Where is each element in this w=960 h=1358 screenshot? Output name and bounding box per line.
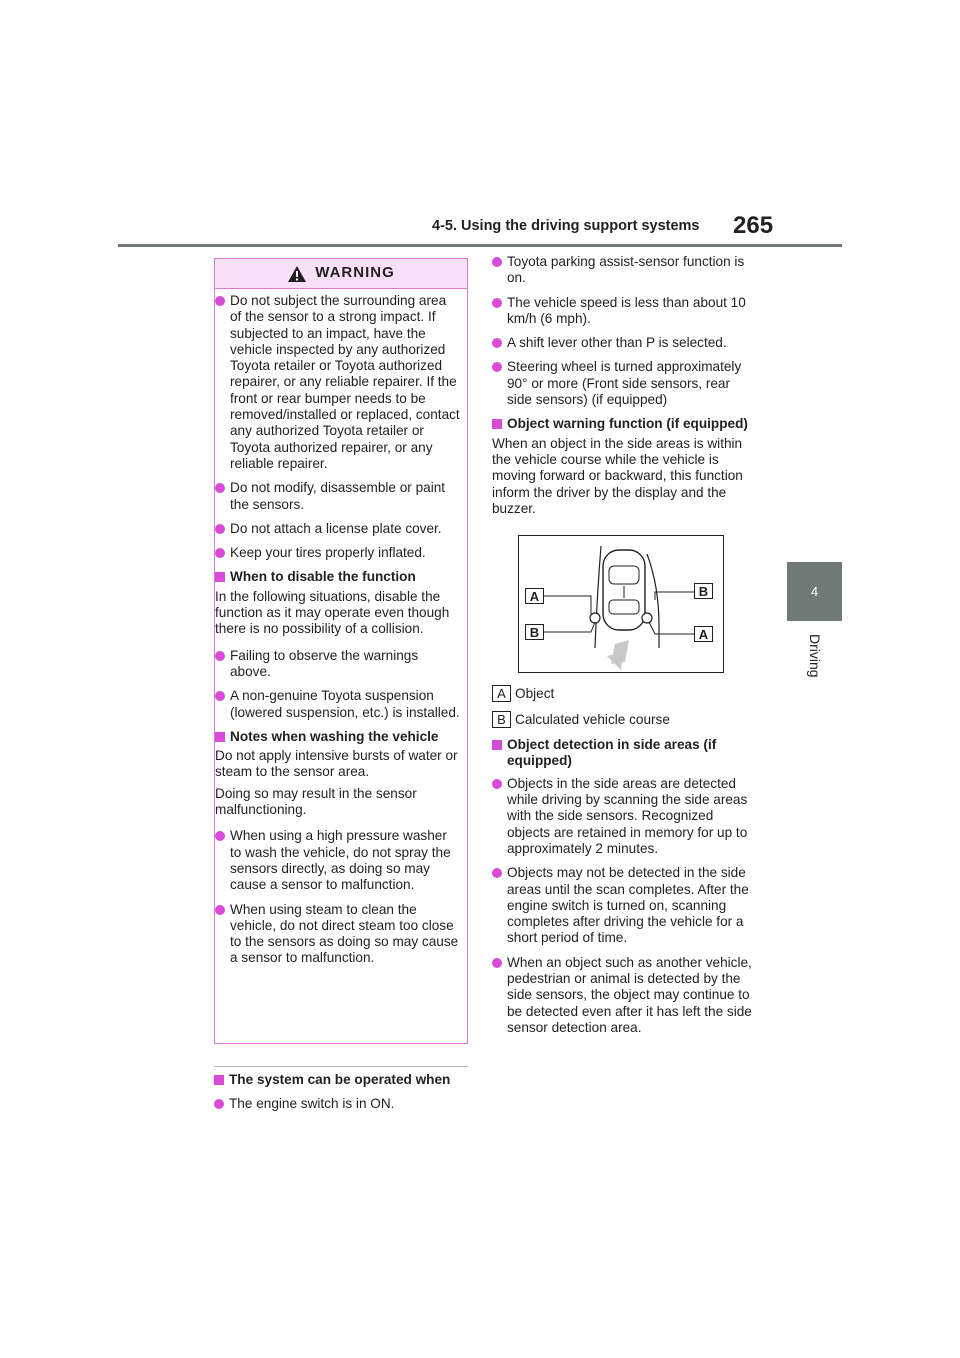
warning-bullet: Do not attach a license plate cover.: [215, 521, 461, 537]
side-detection-bullet: Objects may not be detected in the side areas until the scan completes. After the engine switch is turned on, scanning completes after driving the vehicle for a short period of time.: [492, 865, 754, 946]
leader-b-left: [539, 622, 595, 632]
diagram-label-a: A: [694, 626, 713, 642]
bullet-dot-icon: [492, 298, 502, 308]
warning-bullet: Keep your tires properly inflated.: [215, 545, 461, 561]
course-line-left: [595, 546, 601, 648]
warning-bullet: Do not modify, disassemble or paint the sensors.: [215, 480, 461, 513]
washing-bullet: When using steam to clean the vehicle, do not direct steam too close to the sensors as doing so may cause a sensor to malfunction.: [215, 902, 461, 967]
bullet-dot-icon: [215, 831, 225, 841]
bullet-dot-icon: [492, 958, 502, 968]
diagram-label-b: B: [694, 583, 713, 599]
section-title: 4-5. Using the driving support systems: [432, 218, 700, 234]
legend-row: [492, 685, 754, 702]
leader-b-right: [655, 592, 695, 600]
sensor-left: [590, 613, 600, 623]
side-detection-heading: Object detection in side areas (if equipped): [492, 737, 754, 770]
leader-a-right: [649, 622, 695, 634]
square-bullet-icon: [492, 740, 502, 750]
legend-key: A: [492, 685, 511, 702]
bullet-dot-icon: [214, 1099, 224, 1109]
bullet-dot-icon: [215, 548, 225, 558]
bullet-dot-icon: [215, 296, 225, 306]
legend-text: Object: [515, 685, 555, 701]
disable-bullet: A non-genuine Toyota suspension (lowered suspension, etc.) is installed.: [215, 688, 461, 721]
warning-bullet: Do not subject the surrounding area of the sensor to a strong impact. If subjected to an impact, have the vehicle inspected by any authorized Toyota retailer or Toyota authorized repairer, or any reliable repairer. If the front or rear bumper needs to be removed/installed or replaced, contact any authorized Toyota retailer or Toyota authorized repairer, or any reliable repairer.: [215, 293, 461, 472]
chapter-tab: [787, 562, 842, 621]
bullet-dot-icon: [215, 905, 225, 915]
warning-header: [215, 259, 467, 289]
chapter-label: Driving: [807, 634, 823, 678]
bullet-dot-icon: [492, 779, 502, 789]
bullet-dot-icon: [492, 868, 502, 878]
legend-text: Calculated vehicle course: [515, 711, 670, 727]
operate-bullet: The vehicle speed is less than about 10 km/h (6 mph).: [492, 295, 754, 328]
warning-triangle-icon: [287, 265, 307, 283]
side-sensor-diagram: [518, 535, 724, 673]
diagram-label-b: B: [525, 624, 544, 640]
operate-bullet: The engine switch is in ON.: [214, 1096, 468, 1112]
chapter-number: 4: [810, 584, 819, 599]
bullet-dot-icon: [492, 362, 502, 372]
side-detection-bullet: When an object such as another vehicle, pedestrian or animal is detected by the side sensors, the object may continue to be detected even after it has left the side sensor detection area.: [492, 955, 754, 1036]
right-column: [492, 254, 754, 1044]
bullet-dot-icon: [215, 651, 225, 661]
operate-bullet: A shift lever other than P is selected.: [492, 335, 754, 351]
washing-text-2: Doing so may result in the sensor malfunctioning.: [215, 785, 417, 818]
square-bullet-icon: [492, 419, 502, 429]
disable-text: In the following situations, disable the function as it may operate even though there is no possibility of a collision.: [215, 588, 450, 637]
object-warning-text: When an object in the side areas is within the vehicle course while the vehicle is moving forward or backward, this function inform the driver by the display and the buzzer.: [492, 435, 743, 516]
disable-heading: When to disable the function: [215, 569, 461, 585]
reverse-arrow-head: [607, 652, 623, 670]
diagram-label-a: A: [525, 588, 544, 604]
washing-heading: Notes when washing the vehicle: [215, 729, 461, 745]
section-divider: [214, 1066, 468, 1067]
header-rule: [118, 244, 842, 247]
warning-title: WARNING: [315, 264, 395, 282]
bullet-dot-icon: [215, 524, 225, 534]
bullet-dot-icon: [492, 257, 502, 267]
diagram-legend: [492, 685, 754, 728]
washing-bullet: When using a high pressure washer to wash the vehicle, do not spray the sensors directly, as doing so may cause a sensor to malfunction.: [215, 828, 461, 893]
legend-row: [492, 711, 754, 728]
page-number: 265: [733, 212, 774, 239]
legend-key: B: [492, 711, 511, 728]
diagram-drawing: [519, 536, 725, 674]
warning-box: [214, 258, 468, 1044]
disable-bullet: Failing to observe the warnings above.: [215, 648, 461, 681]
side-detection-bullet: Objects in the side areas are detected while driving by scanning the side areas with the side sensors. Recognized objects are retained in memory for up to approximately 2 minutes.: [492, 776, 754, 857]
bullet-dot-icon: [492, 338, 502, 348]
operate-section: [214, 1066, 468, 1121]
square-bullet-icon: [215, 732, 225, 742]
operate-bullet: Steering wheel is turned approximately 90° or more (Front side sensors, rear side sensors) (if equipped): [492, 359, 754, 408]
bullet-dot-icon: [215, 483, 225, 493]
bullet-dot-icon: [215, 691, 225, 701]
square-bullet-icon: [214, 1075, 224, 1085]
square-bullet-icon: [215, 572, 225, 582]
leader-a-left: [539, 596, 591, 614]
sensor-right: [642, 613, 652, 623]
operate-bullet: Toyota parking assist-sensor function is on.: [492, 254, 754, 287]
operate-heading: The system can be operated when: [214, 1072, 468, 1088]
object-warning-heading: Object warning function (if equipped): [492, 416, 754, 432]
washing-text-1: Do not apply intensive bursts of water or steam to the sensor area.: [215, 748, 458, 780]
